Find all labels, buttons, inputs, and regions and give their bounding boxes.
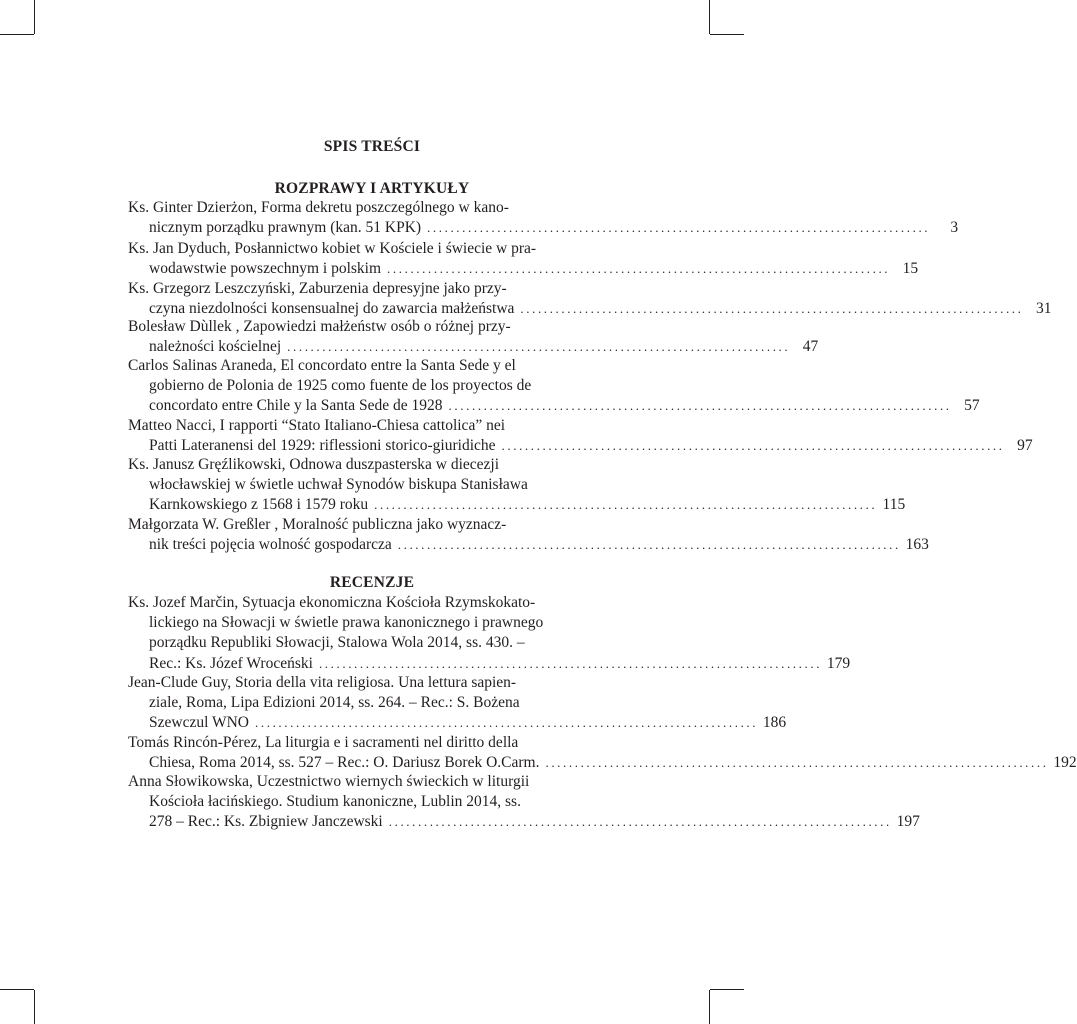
entry-line: Ks. Janusz Gręźlikowski, Odnowa duszpasterska w diecezji [128,456,500,473]
entry-last-line [128,436,1033,456]
toc-entry[interactable] [128,416,1033,456]
entry-line: gobierno de Polonia de 1925 como fuente de los proyectos de [149,377,532,395]
entry-last-line [128,396,980,416]
page-title: SPIS TREŚCI [323,138,421,155]
entry-line: lickiego na Słowacji w świetle prawa kanonicznego i prawnego [149,614,544,632]
entry-line: Ks. Grzegorz Leszczyński, Zaburzenia depresyjne jako przy- [128,280,507,297]
dot-leader: ...................................................................................... [501,438,1005,454]
entry-last-line [128,753,1077,773]
entry-line: Małgorzata W. Greßler , Moralność publiczna jako wyznacz- [128,516,507,533]
entry-line: porządku Republiki Słowacji, Stalowa Wola 2014, ss. 430. – [149,634,525,652]
entry-line: Ks. Jozef Marčin, Sytuacja ekonomiczna Kościoła Rzymskokato- [128,594,536,611]
dot-leader: ...................................................................................... [318,655,823,671]
entry-last-line [128,812,920,832]
entry-text: Chiesa, Roma 2014, ss. 527 – Rec.: O. Dariusz Borek O.Carm. [149,754,540,772]
crop-mark-bottom-right [709,990,710,1024]
page-number: 97 [1017,437,1033,455]
entry-line: Carlos Salinas Araneda, El concordato entre la Santa Sede y el [128,357,516,374]
toc-entry[interactable] [128,673,787,734]
dot-leader: ...................................................................................... [374,497,878,513]
section-heading-articles: ROZPRAWY I ARTYKUŁY [274,180,470,197]
page-number: 3 [950,219,959,237]
dot-leader: ...................................................................................... [255,715,759,731]
crop-mark-bottom-left [34,990,35,1024]
entry-last-line [128,495,906,515]
toc-entry[interactable] [128,733,1077,773]
page-number: 186 [762,714,787,732]
entry-line: Anna Słowikowska, Uczestnictwo wiernych świeckich w liturgii [128,773,530,790]
dot-leader: ...................................................................................... [427,220,931,236]
page-number: 179 [826,654,851,672]
toc-entry[interactable] [128,515,929,555]
page-number: 15 [902,260,919,278]
page-number: 192 [1053,754,1077,772]
entry-line: Ks. Jan Dyduch, Posłannictwo kobiet w Kościele i świecie w pra- [128,240,537,257]
toc-entry[interactable] [128,772,920,833]
crop-mark-top-right [709,0,710,34]
toc-entry[interactable] [128,593,851,674]
toc-entry[interactable] [128,317,819,357]
dot-leader: ...................................................................................... [520,301,1024,317]
crop-mark-bottom-left-h [0,989,34,990]
page-number: 115 [882,496,906,514]
entry-line: Ks. Ginter Dzierżon, Forma dekretu poszczególnego w kano- [128,199,509,216]
entry-text: Rec.: Ks. Józef Wroceński [149,654,313,672]
page-number: 57 [964,397,980,415]
entry-text: czyna niezdolności konsensualnej do zawarcia małżeństwa [149,300,515,318]
entry-text: nicznym porządku prawnym (kan. 51 KPK) [149,219,422,237]
entry-last-line [128,535,929,555]
crop-mark-top-right-h [710,34,744,35]
crop-mark-top-left-h [0,34,34,35]
entry-text: Patti Lateranensi del 1929: riflessioni storico-giuridiche [149,437,496,455]
dot-leader: ...................................................................................... [287,339,791,355]
toc-entry[interactable] [128,455,906,516]
page-number: 197 [896,813,920,831]
crop-mark-bottom-right-h [710,989,744,990]
dot-leader: ...................................................................................... [448,398,952,414]
dot-leader: ...................................................................................... [397,537,901,553]
entry-text: 278 – Rec.: Ks. Zbigniew Janczewski [149,813,383,831]
dot-leader: ...................................................................................... [387,261,891,277]
entry-text: wodawstwie powszechnym i polskim [149,260,382,278]
entry-line: Kościoła łacińskiego. Studium kanoniczne, Lublin 2014, ss. [149,793,521,811]
page-number: 163 [905,536,929,554]
entry-text: concordato entre Chile y la Santa Sede de 1928 [149,397,443,415]
entry-line: ziale, Roma, Lipa Edizioni 2014, ss. 264. – Rec.: S. Bożena [149,694,520,712]
entry-last-line [128,654,851,674]
toc-entry[interactable] [128,356,980,417]
entry-last-line [128,218,959,238]
toc-entry[interactable] [128,198,959,238]
entry-text: należności kościelnej [149,338,282,356]
entry-last-line [128,259,919,279]
entry-text: nik treści pojęcia wolność gospodarcza [149,536,392,554]
crop-mark-top-left [34,0,35,34]
entry-last-line [128,713,787,733]
entry-line: Matteo Nacci, I rapporti “Stato Italiano-Chiesa cattolica” nei [128,417,506,434]
entry-last-line [128,337,819,357]
section-heading-reviews: RECENZJE [329,574,415,591]
entry-line: włocławskiej w świetle uchwał Synodów biskupa Stanisława [149,476,528,494]
dot-leader: ...................................................................................... [388,814,892,830]
page-number: 47 [802,338,819,356]
toc-entry[interactable] [128,279,1052,319]
entry-text: Karnkowskiego z 1568 i 1579 roku [149,496,369,514]
toc-entry[interactable] [128,239,919,279]
page-number: 31 [1036,300,1052,318]
entry-line: Tomás Rincón-Pérez, La liturgia e i sacramenti nel diritto della [128,734,519,751]
dot-leader: ...................................................................................... [545,755,1049,771]
entry-text: Szewczul WNO [149,714,250,732]
entry-line: Bolesław Dùllek , Zapowiedzi małżeństw osób o różnej przy- [128,318,511,335]
entry-line: Jean-Clude Guy, Storia della vita religiosa. Una lettura sapien- [128,674,517,691]
